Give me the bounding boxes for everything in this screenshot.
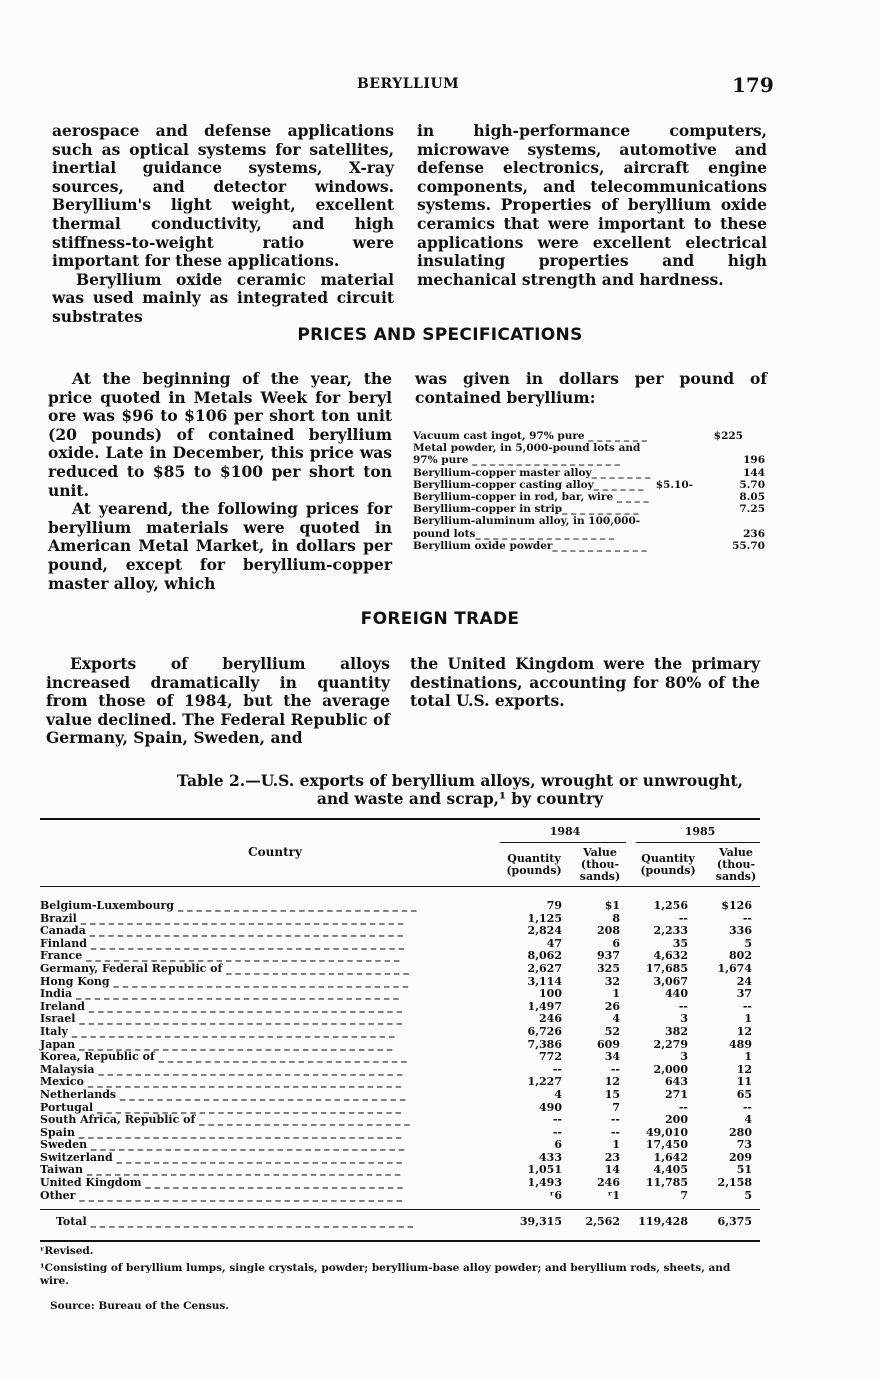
value-1984-cell: 208	[597, 924, 620, 938]
value-1985-cell: 12	[736, 1024, 752, 1038]
value-1985-cell: 4	[744, 1113, 752, 1127]
price-item-low: $5.10-	[655, 478, 693, 491]
table-row	[40, 1190, 760, 1203]
value-1984-cell: 32	[604, 974, 620, 988]
intro-right-column	[417, 122, 767, 289]
value-1984-cell: --	[610, 1113, 620, 1127]
quantity-1985-cell: 382	[665, 1024, 688, 1038]
quantity-1984-cell: 6,726	[527, 1024, 562, 1038]
quantity-1984-cell: 2,627	[527, 961, 562, 975]
price-item-label: Metal powder, in 5,000-pound lots and	[413, 442, 641, 455]
table-caption	[0, 772, 880, 808]
intro-left-paragraph-2: Beryllium oxide ceramic material was used mainly as integrated circuit substrates	[52, 269, 394, 326]
value-1985-cell: 65	[736, 1087, 752, 1101]
value-1985-cell: 209	[729, 1150, 752, 1164]
quantity-1984-cell: 4	[554, 1087, 562, 1101]
country-cell: Sweden _ _ _ _ _ _ _ _ _ _ _ _ _ _ _ _ _ _ _ _ _ _ _ _ _ _ _ _ _ _ _ _ _ _	[40, 1138, 405, 1152]
price-item-value: 236	[743, 527, 765, 540]
quantity-1985-cell: 35	[672, 936, 688, 950]
value-1985-cell: 1	[744, 1050, 752, 1064]
country-cell: Hong Kong _ _ _ _ _ _ _ _ _ _ _ _ _ _ _ _ _ _ _ _ _ _ _ _ _ _ _ _ _ _ _ _	[40, 974, 409, 988]
country-cell: Brazil _ _ _ _ _ _ _ _ _ _ _ _ _ _ _ _ _ _ _ _ _ _ _ _ _ _ _ _ _ _ _ _ _ _ _	[40, 911, 404, 925]
value-1984-cell: 246	[597, 1176, 620, 1190]
price-item-label: Vacuum cast ingot, 97% pure _ _ _ _ _ _ _	[413, 430, 647, 442]
value-1985-cell: 11	[736, 1075, 752, 1089]
intro-left-paragraph-1: aerospace and defense applications such as optical systems for satellites, inertial guidance systems, X-ray sources, and detector windows. Beryllium's light weight, excellent thermal conductivity, and high stiffness-to-weight ratio were important for these applications.	[52, 121, 394, 271]
quantity-1984-cell: --	[552, 1125, 562, 1139]
value-1984-cell: 34	[604, 1050, 620, 1064]
value-1985-cell: 73	[736, 1138, 752, 1152]
quantity-1984-cell: 1,493	[527, 1176, 562, 1190]
value-1984-cell: 23	[604, 1150, 620, 1164]
table-row	[40, 925, 760, 938]
quantity-1985-cell: 3	[680, 1012, 688, 1026]
quantity-1985-cell: 11,785	[645, 1176, 688, 1190]
col-header-country: Country	[248, 845, 302, 859]
price-item-value: 8.05	[739, 490, 765, 503]
quantity-1984-cell: 490	[539, 1100, 562, 1114]
trade-left-column	[46, 655, 390, 748]
price-item-value: 7.25	[739, 503, 765, 516]
note-revised: ʳRevised.	[40, 1245, 94, 1257]
price-item	[413, 479, 765, 491]
country-cell: France _ _ _ _ _ _ _ _ _ _ _ _ _ _ _ _ _ _ _ _ _ _ _ _ _ _ _ _ _ _ _ _ _ _	[40, 949, 400, 963]
section-heading-foreign-trade: FOREIGN TRADE	[360, 609, 520, 629]
quantity-1985-cell: --	[678, 1100, 688, 1114]
table-caption-line-2: and waste and scrap,¹ by country	[316, 789, 604, 808]
quantity-1985-cell: 4,632	[653, 949, 688, 963]
country-cell: Spain _ _ _ _ _ _ _ _ _ _ _ _ _ _ _ _ _ _ _ _ _ _ _ _ _ _ _ _ _ _ _ _ _ _ _	[40, 1125, 402, 1139]
value-1985-cell: 336	[729, 924, 752, 938]
quantity-1985-cell: 3,067	[653, 974, 688, 988]
country-cell: Taiwan _ _ _ _ _ _ _ _ _ _ _ _ _ _ _ _ _ _ _ _ _ _ _ _ _ _ _ _ _ _ _ _ _ _	[40, 1163, 401, 1177]
total-label: Total _ _ _ _ _ _ _ _ _ _ _ _ _ _ _ _ _ _ _ _ _ _ _ _ _ _ _ _ _ _ _ _ _ _ _	[56, 1215, 414, 1228]
table-row	[40, 988, 760, 1001]
country-cell: Other _ _ _ _ _ _ _ _ _ _ _ _ _ _ _ _ _ _ _ _ _ _ _ _ _ _ _ _ _ _ _ _ _ _ _	[40, 1188, 402, 1202]
price-item-label: Beryllium-copper casting alloy_ _ _ _ _ _	[413, 478, 644, 491]
quantity-1984-cell: 8,062	[527, 949, 562, 963]
value-1984-cell: 937	[597, 949, 620, 963]
price-item	[413, 467, 765, 479]
table-row	[40, 1177, 760, 1190]
price-item-label: Beryllium-copper in rod, bar, wire _ _ _ _	[413, 490, 649, 503]
value-1984-cell: --	[610, 1125, 620, 1139]
quantity-1985-cell: 7	[680, 1188, 688, 1202]
value-1984-cell: 26	[604, 999, 620, 1013]
price-item-label: Beryllium-aluminum alloy, in 100,000-	[413, 515, 641, 528]
year-header-1985: 1985	[684, 825, 716, 838]
quantity-1985-cell: 1,256	[653, 899, 688, 912]
quantity-1985-cell: 2,279	[653, 1037, 688, 1051]
year-1985-rule	[636, 842, 760, 843]
total-value-1984: 2,562	[585, 1215, 620, 1228]
value-1984-cell: ʳ1	[607, 1188, 620, 1202]
value-1985-cell: 5	[744, 1188, 752, 1202]
quantity-1984-cell: 1,125	[527, 911, 562, 925]
quantity-1984-cell: 1,497	[527, 999, 562, 1013]
price-item-label: Beryllium-copper in strip_ _ _ _ _ _ _ _ _	[413, 503, 639, 516]
price-item	[413, 442, 765, 454]
price-item-value: 55.70	[732, 539, 765, 552]
value-1985-cell: 802	[729, 949, 752, 963]
price-item-label: 97% pure _ _ _ _ _ _ _ _ _ _ _ _ _ _ _ _ _	[413, 454, 620, 467]
value-1985-cell: 1	[744, 1012, 752, 1026]
value-1984-cell: 4	[612, 1012, 620, 1026]
quantity-1985-cell: --	[678, 999, 688, 1013]
total-quantity-1984: 39,315	[519, 1215, 562, 1228]
price-item-label: Beryllium-copper master alloy_ _ _ _ _ _ _	[413, 466, 651, 479]
table-body	[40, 900, 760, 1202]
value-1985-cell: 489	[729, 1037, 752, 1051]
price-item	[413, 528, 765, 540]
price-item-value: 5.70	[739, 478, 765, 491]
trade-left-paragraph-1: Exports of beryllium alloys increased dramatically in quantity from those of 1984, but the average value declined. The Federal Republic of Germany, Spain, Sweden, and	[46, 654, 390, 748]
total-quantity-1985: 119,428	[638, 1215, 688, 1228]
value-1984-cell: 15	[604, 1087, 620, 1101]
country-cell: Portugal _ _ _ _ _ _ _ _ _ _ _ _ _ _ _ _ _ _ _ _ _ _ _ _ _ _ _ _ _ _ _ _ _	[40, 1100, 402, 1114]
country-cell: Ireland _ _ _ _ _ _ _ _ _ _ _ _ _ _ _ _ _ _ _ _ _ _ _ _ _ _ _ _ _ _ _ _ _ _	[40, 999, 403, 1013]
quantity-1985-cell: 4,405	[653, 1163, 688, 1177]
trade-right-column	[410, 655, 760, 711]
quantity-1984-cell: 2,824	[527, 924, 562, 938]
value-1985-cell: 12	[736, 1062, 752, 1076]
running-title: BERYLLIUM	[357, 76, 460, 92]
country-cell: South Africa, Republic of _ _ _ _ _ _ _ _ _ _ _ _ _ _ _ _ _ _ _ _ _ _ _	[40, 1113, 410, 1127]
value-1985-cell: --	[742, 1100, 752, 1114]
col-header-value-1984: Value (thou- sands)	[579, 846, 621, 883]
table-row	[40, 963, 760, 976]
country-cell: Japan _ _ _ _ _ _ _ _ _ _ _ _ _ _ _ _ _ _ _ _ _ _ _ _ _ _ _ _ _ _ _ _ _ _	[40, 1037, 393, 1051]
quantity-1984-cell: ʳ6	[549, 1188, 562, 1202]
country-cell: Italy _ _ _ _ _ _ _ _ _ _ _ _ _ _ _ _ _ _ _ _ _ _ _ _ _ _ _ _ _ _ _ _ _ _ _	[40, 1024, 395, 1038]
price-item-value: 144	[743, 466, 765, 479]
price-item-value: 196	[743, 454, 765, 467]
quantity-1985-cell: 2,000	[653, 1062, 688, 1076]
value-1985-cell: --	[742, 911, 752, 925]
value-1984-cell: $1	[604, 899, 620, 912]
country-cell: Mexico _ _ _ _ _ _ _ _ _ _ _ _ _ _ _ _ _ _ _ _ _ _ _ _ _ _ _ _ _ _ _ _ _ _	[40, 1075, 402, 1089]
country-cell: Malaysia _ _ _ _ _ _ _ _ _ _ _ _ _ _ _ _ _ _ _ _ _ _ _ _ _ _ _ _ _ _ _ _ _	[40, 1062, 403, 1076]
quantity-1984-cell: 433	[539, 1150, 562, 1164]
country-cell: Belgium-Luxembourg _ _ _ _ _ _ _ _ _ _ _ _ _ _ _ _ _ _ _ _ _ _ _ _ _ _	[40, 899, 417, 912]
quantity-1985-cell: 49,010	[645, 1125, 688, 1139]
country-cell: Israel _ _ _ _ _ _ _ _ _ _ _ _ _ _ _ _ _ _ _ _ _ _ _ _ _ _ _ _ _ _ _ _ _ _ _	[40, 1012, 402, 1026]
price-item-label: Beryllium oxide powder_ _ _ _ _ _ _ _ _ _ _	[413, 539, 647, 552]
country-cell: Korea, Republic of _ _ _ _ _ _ _ _ _ _ _ _ _ _ _ _ _ _ _ _ _ _ _ _ _ _ _	[40, 1050, 407, 1064]
value-1984-cell: --	[610, 1062, 620, 1076]
table-total-rule	[40, 1209, 760, 1210]
table-total-row	[40, 1215, 760, 1229]
quantity-1985-cell: 17,450	[645, 1138, 688, 1152]
quantity-1984-cell: 47	[546, 936, 562, 950]
country-cell: Finland _ _ _ _ _ _ _ _ _ _ _ _ _ _ _ _ _ _ _ _ _ _ _ _ _ _ _ _ _ _ _ _ _ _	[40, 936, 405, 950]
value-1985-cell: 1,674	[717, 961, 752, 975]
price-item-value: $225	[713, 430, 743, 442]
table-caption-line-1: Table 2.—U.S. exports of beryllium alloys, wrought or unwrought,	[176, 771, 744, 790]
value-1984-cell: 12	[604, 1075, 620, 1089]
prices-left-column	[48, 370, 392, 593]
table-header-rule	[40, 886, 760, 887]
footnote-1: ¹Consisting of beryllium lumps, single crystals, powder; beryllium-base alloy powder; and beryllium rods, sheets, and wire.	[40, 1262, 731, 1287]
quantity-1985-cell: 200	[665, 1113, 688, 1127]
price-item	[413, 430, 765, 442]
value-1985-cell: 24	[736, 974, 752, 988]
price-item-label: pound lots_ _ _ _ _ _ _ _ _ _ _ _ _ _ _ _	[413, 527, 615, 540]
table-row	[40, 900, 760, 913]
country-cell: Switzerland _ _ _ _ _ _ _ _ _ _ _ _ _ _ _ _ _ _ _ _ _ _ _ _ _ _ _ _ _ _ _	[40, 1150, 402, 1164]
table-row	[40, 1089, 760, 1102]
intro-left-column	[52, 122, 394, 327]
prices-right-paragraph-1: was given in dollars per pound of contained beryllium:	[415, 369, 767, 407]
value-1984-cell: 14	[604, 1163, 620, 1177]
quantity-1984-cell: --	[552, 1113, 562, 1127]
table-row	[40, 1114, 760, 1127]
price-item	[413, 503, 765, 515]
quantity-1984-cell: 246	[539, 1012, 562, 1026]
value-1984-cell: 52	[604, 1024, 620, 1038]
value-1985-cell: 5	[744, 936, 752, 950]
quantity-1984-cell: 1,051	[527, 1163, 562, 1177]
country-cell: India _ _ _ _ _ _ _ _ _ _ _ _ _ _ _ _ _ _ _ _ _ _ _ _ _ _ _ _ _ _ _ _ _ _ _	[40, 987, 399, 1001]
page-number: 179	[732, 73, 774, 97]
quantity-1985-cell: 2,233	[653, 924, 688, 938]
value-1985-cell: 37	[736, 987, 752, 1001]
value-1985-cell: 51	[736, 1163, 752, 1177]
quantity-1984-cell: 100	[539, 987, 562, 1001]
table-source: Source: Bureau of the Census.	[50, 1300, 229, 1312]
price-list	[413, 430, 765, 552]
section-heading-prices: PRICES AND SPECIFICATIONS	[297, 325, 583, 345]
price-item	[413, 454, 765, 466]
prices-right-column	[415, 370, 767, 407]
value-1984-cell: 609	[597, 1037, 620, 1051]
quantity-1985-cell: 17,685	[645, 961, 688, 975]
quantity-1985-cell: --	[678, 911, 688, 925]
year-header-1984: 1984	[549, 825, 581, 838]
prices-left-paragraph-1: At the beginning of the year, the price quoted in Metals Week for beryl ore was $96 to $106 per short ton unit (20 pounds) of contained beryllium oxide. Late in December, this price was reduced to $85 to $100 per short ton unit.	[48, 369, 392, 500]
col-header-value-1985: Value (thou- sands)	[715, 846, 757, 883]
price-item	[413, 540, 765, 552]
value-1984-cell: 325	[597, 961, 620, 975]
price-item	[413, 515, 765, 527]
col-header-quantity-1985: Quantity (pounds)	[640, 852, 696, 877]
country-cell: United Kingdom _ _ _ _ _ _ _ _ _ _ _ _ _ _ _ _ _ _ _ _ _ _ _ _ _ _ _ _	[40, 1176, 403, 1190]
quantity-1985-cell: 3	[680, 1050, 688, 1064]
quantity-1984-cell: 1,227	[527, 1075, 562, 1089]
col-header-quantity-1984: Quantity (pounds)	[506, 852, 562, 877]
value-1984-cell: 1	[612, 987, 620, 1001]
table-top-rule	[40, 818, 760, 820]
quantity-1984-cell: 3,114	[527, 974, 562, 988]
year-1984-rule	[500, 842, 626, 843]
table-row	[40, 1051, 760, 1064]
value-1985-cell: $126	[721, 899, 752, 912]
quantity-1985-cell: 643	[665, 1075, 688, 1089]
trade-right-paragraph-1: the United Kingdom were the primary destinations, accounting for 80% of the total U.S. exports.	[410, 654, 760, 711]
quantity-1984-cell: 772	[539, 1050, 562, 1064]
value-1984-cell: 6	[612, 936, 620, 950]
country-cell: Germany, Federal Republic of _ _ _ _ _ _ _ _ _ _ _ _ _ _ _ _ _ _ _ _	[40, 961, 409, 975]
quantity-1984-cell: --	[552, 1062, 562, 1076]
value-1984-cell: 7	[612, 1100, 620, 1114]
country-cell: Netherlands _ _ _ _ _ _ _ _ _ _ _ _ _ _ _ _ _ _ _ _ _ _ _ _ _ _ _ _ _ _ _	[40, 1087, 406, 1101]
table-row	[40, 1026, 760, 1039]
prices-left-paragraph-2: At yearend, the following prices for beryllium materials were quoted in American Metal Market, in dollars per pound, except for beryllium-copper master alloy, which	[48, 499, 392, 593]
value-1984-cell: 8	[612, 911, 620, 925]
value-1984-cell: 1	[612, 1138, 620, 1152]
table-bottom-rule	[40, 1240, 760, 1242]
quantity-1985-cell: 1,642	[653, 1150, 688, 1164]
intro-right-paragraph-1: in high-performance computers, microwave systems, automotive and defense electronics, aircraft engine components, and telecommunications systems. Properties of beryllium oxide ceramics that were important to these applications were excellent electrical insulating properties and high mechanical strength and hardness.	[417, 121, 767, 289]
value-1985-cell: 280	[729, 1125, 752, 1139]
quantity-1985-cell: 440	[665, 987, 688, 1001]
total-value-1985: 6,375	[717, 1215, 752, 1228]
quantity-1984-cell: 79	[546, 899, 562, 912]
quantity-1984-cell: 7,386	[527, 1037, 562, 1051]
quantity-1984-cell: 6	[554, 1138, 562, 1152]
value-1985-cell: 2,158	[717, 1176, 752, 1190]
country-cell: Canada _ _ _ _ _ _ _ _ _ _ _ _ _ _ _ _ _ _ _ _ _ _ _ _ _ _ _ _ _ _ _ _ _ _	[40, 924, 404, 938]
price-item	[413, 491, 765, 503]
table-row	[40, 1139, 760, 1152]
quantity-1985-cell: 271	[665, 1087, 688, 1101]
value-1985-cell: --	[742, 999, 752, 1013]
